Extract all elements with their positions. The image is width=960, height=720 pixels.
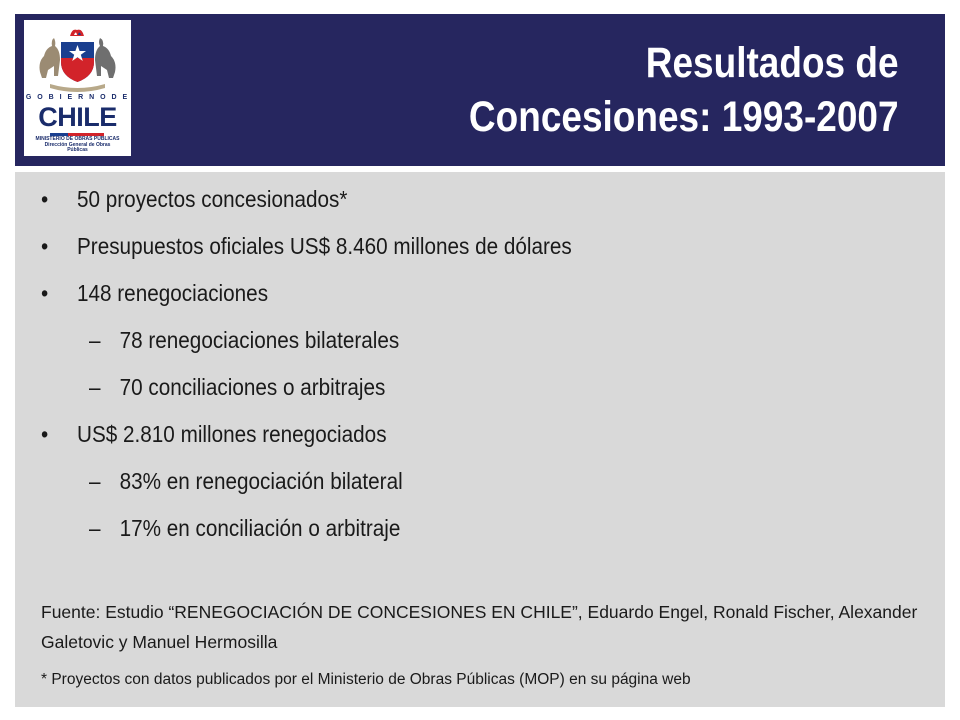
- bullet-marker: •: [41, 421, 49, 447]
- footnote: * Proyectos con datos publicados por el Ministerio de Obras Públicas (MOP) en su página web: [41, 671, 691, 688]
- sub-bullet-text: 17% en conciliación o arbitraje: [119, 515, 401, 541]
- logo-ministry-line: MINISTERIO DE OBRAS PÚBLICAS: [35, 136, 120, 142]
- sub-bullet-text: 83% en renegociación bilateral: [119, 468, 403, 494]
- bullet-text: US$ 2.810 millones renegociados: [77, 421, 387, 447]
- content-panel: [15, 172, 945, 707]
- sub-bullet-marker: –: [89, 515, 101, 541]
- sub-bullet-text: 78 renegociaciones bilaterales: [119, 327, 400, 353]
- bullet-item: [41, 233, 572, 260]
- bullet-item: [41, 280, 268, 307]
- bullet-marker: •: [41, 280, 49, 306]
- coat-of-arms-icon: [34, 26, 121, 92]
- bullet-text: Presupuestos oficiales US$ 8.460 millones de dólares: [77, 233, 572, 259]
- logo-chile-text: CHILE: [38, 102, 117, 132]
- bullet-text: 50 proyectos concesionados*: [77, 186, 348, 212]
- bullet-text: 148 renegociaciones: [77, 280, 269, 306]
- logo-ministry-line: Públicas: [67, 147, 88, 153]
- logo-gobierno-text: G O B I E R N O D E: [25, 94, 130, 101]
- sub-bullet-item: [89, 515, 400, 542]
- sub-bullet-item: [89, 374, 385, 401]
- slide-title: [469, 36, 899, 144]
- bullet-item: [41, 186, 347, 213]
- sub-bullet-item: [89, 327, 399, 354]
- logo-ministry-line: Dirección General de Obras: [44, 141, 111, 148]
- sub-bullet-marker: –: [89, 468, 101, 494]
- sub-bullet-item: [89, 468, 403, 495]
- source-citation: Fuente: Estudio “RENEGOCIACIÓN DE CONCESIONES EN CHILE”, Eduardo Engel, Ronald Fischer, Alexander Galetovic y Manuel Hermosilla: [41, 602, 918, 652]
- slide-title-line-2: Concesiones: 1993-2007: [469, 93, 899, 141]
- slide-title-line-1: Resultados de: [646, 39, 899, 87]
- government-logo: [24, 20, 131, 156]
- logo-ministry-text: [24, 137, 131, 154]
- bullet-marker: •: [41, 233, 49, 259]
- sub-bullet-marker: –: [89, 374, 101, 400]
- sub-bullet-text: 70 conciliaciones o arbitrajes: [119, 374, 386, 400]
- bullet-marker: •: [41, 186, 49, 212]
- sub-bullet-marker: –: [89, 327, 101, 353]
- bullet-item: [41, 421, 387, 448]
- title-banner: [15, 14, 945, 166]
